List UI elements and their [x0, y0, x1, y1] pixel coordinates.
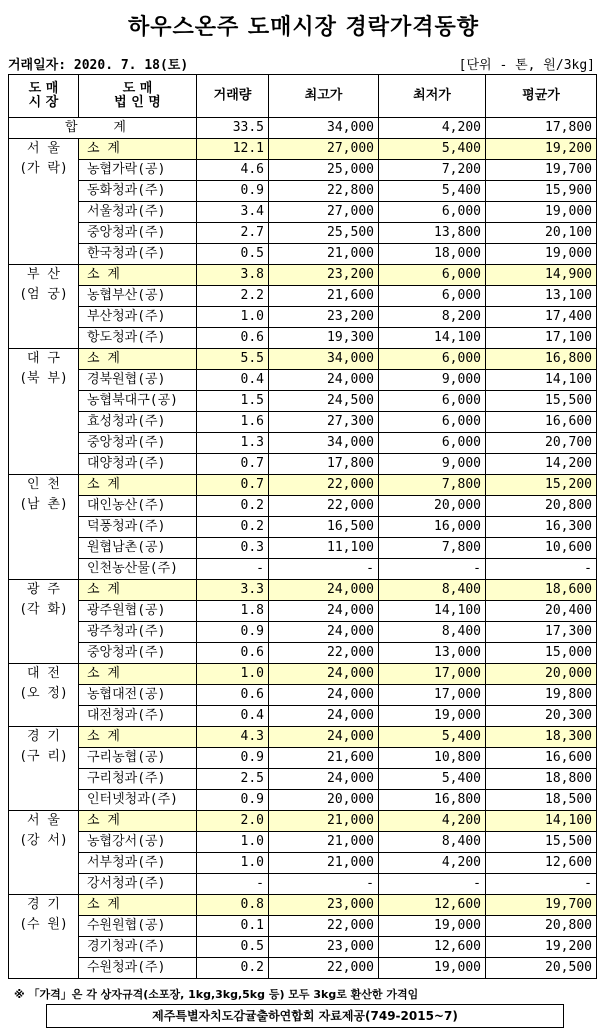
cell-max: 25,500 — [269, 223, 379, 244]
cell-min: 5,400 — [379, 769, 486, 790]
company-name: 농협북대구(공) — [79, 391, 197, 412]
cell-avg: 19,800 — [486, 685, 597, 706]
cell-max: 21,000 — [269, 832, 379, 853]
cell-max: 23,200 — [269, 307, 379, 328]
cell-avg: 20,400 — [486, 601, 597, 622]
cell-min: 6,000 — [379, 265, 486, 286]
cell-volume: 2.2 — [197, 286, 269, 307]
market-district: (수 원) — [19, 917, 68, 932]
total-row — [9, 118, 597, 139]
market-district: (북 부) — [19, 371, 68, 386]
company-name: 소 계 — [79, 139, 197, 160]
cell-avg: 20,100 — [486, 223, 597, 244]
market-city: 부 산 — [27, 267, 60, 282]
market-city: 대 전 — [27, 666, 60, 681]
cell-min: 18,000 — [379, 244, 486, 265]
cell-avg: 10,600 — [486, 538, 597, 559]
cell-volume: 4.3 — [197, 727, 269, 748]
source-credit: 제주특별자치도감귤출하연합회 자료제공(749-2015~7) — [46, 1004, 564, 1028]
cell-avg: 20,300 — [486, 706, 597, 727]
company-name: 원협남촌(공) — [79, 538, 197, 559]
cell-volume: 0.7 — [197, 454, 269, 475]
cell-volume: 0.4 — [197, 706, 269, 727]
company-name: 농협대전(공) — [79, 685, 197, 706]
cell-max: 21,000 — [269, 244, 379, 265]
cell-volume: 0.6 — [197, 643, 269, 664]
subtotal-row — [9, 727, 597, 748]
cell-avg: 20,700 — [486, 433, 597, 454]
cell-avg: 19,000 — [486, 244, 597, 265]
table-row — [9, 916, 597, 937]
table-row — [9, 391, 597, 412]
cell-volume: 1.6 — [197, 412, 269, 433]
cell-max: 22,000 — [269, 958, 379, 979]
cell-avg: 15,000 — [486, 643, 597, 664]
market-district: (엄 궁) — [19, 287, 68, 302]
cell-min: 5,400 — [379, 139, 486, 160]
cell-max: 25,000 — [269, 160, 379, 181]
cell-min: 19,000 — [379, 916, 486, 937]
market-city: 대 구 — [27, 351, 60, 366]
cell-avg: 16,300 — [486, 517, 597, 538]
subtotal-row — [9, 139, 597, 160]
cell-min: 6,000 — [379, 412, 486, 433]
company-name: 중앙청과(주) — [79, 223, 197, 244]
cell-avg: 15,900 — [486, 181, 597, 202]
company-name: 구리농협(공) — [79, 748, 197, 769]
subtotal-row — [9, 349, 597, 370]
company-name: 광주원협(공) — [79, 601, 197, 622]
table-row — [9, 601, 597, 622]
cell-avg: 16,600 — [486, 412, 597, 433]
subtotal-row — [9, 664, 597, 685]
cell-volume: 0.2 — [197, 496, 269, 517]
cell-volume: 0.7 — [197, 475, 269, 496]
header-volume: 거래량 — [197, 75, 269, 118]
cell-volume: 1.0 — [197, 664, 269, 685]
company-name: 소 계 — [79, 664, 197, 685]
cell-volume: 0.9 — [197, 622, 269, 643]
company-name: 소 계 — [79, 475, 197, 496]
cell-avg: - — [486, 874, 597, 895]
table-row — [9, 958, 597, 979]
cell-min: - — [379, 874, 486, 895]
company-name: 인터넷청과(주) — [79, 790, 197, 811]
cell-max: 24,000 — [269, 580, 379, 601]
company-name: 농협강서(공) — [79, 832, 197, 853]
market-name — [9, 664, 79, 727]
cell-volume: 1.0 — [197, 307, 269, 328]
market-city: 광 주 — [27, 582, 60, 597]
cell-avg: 16,800 — [486, 349, 597, 370]
table-row — [9, 937, 597, 958]
header-market: 도 매 시 장 — [9, 75, 79, 118]
cell-max: 22,000 — [269, 916, 379, 937]
subtotal-row — [9, 895, 597, 916]
cell-volume: 0.6 — [197, 685, 269, 706]
total-max: 34,000 — [269, 118, 379, 139]
company-name: 구리청과(주) — [79, 769, 197, 790]
cell-max: 24,000 — [269, 664, 379, 685]
cell-volume: 0.6 — [197, 328, 269, 349]
cell-min: 19,000 — [379, 958, 486, 979]
cell-avg: 19,000 — [486, 202, 597, 223]
unit-label: [단위 - 톤, 원/3kg] — [458, 58, 595, 73]
table-row — [9, 853, 597, 874]
cell-min: 5,400 — [379, 727, 486, 748]
cell-max: 19,300 — [269, 328, 379, 349]
cell-max: 21,600 — [269, 748, 379, 769]
cell-max: 24,000 — [269, 769, 379, 790]
cell-min: 8,400 — [379, 622, 486, 643]
cell-min: 12,600 — [379, 895, 486, 916]
page-title: 하우스온주 도매시장 경락가격동향 — [127, 15, 480, 40]
cell-min: 7,800 — [379, 538, 486, 559]
table-row — [9, 706, 597, 727]
cell-avg: 14,900 — [486, 265, 597, 286]
cell-min: 6,000 — [379, 349, 486, 370]
cell-max: 21,000 — [269, 853, 379, 874]
cell-avg: 19,700 — [486, 895, 597, 916]
market-name — [9, 580, 79, 664]
cell-max: 22,000 — [269, 496, 379, 517]
company-name: 경기청과(주) — [79, 937, 197, 958]
cell-volume: 1.3 — [197, 433, 269, 454]
table-row — [9, 454, 597, 475]
cell-volume: 0.9 — [197, 748, 269, 769]
price-table — [8, 74, 597, 979]
cell-max: 27,300 — [269, 412, 379, 433]
company-name: 소 계 — [79, 811, 197, 832]
cell-avg: 14,100 — [486, 370, 597, 391]
cell-volume: 0.5 — [197, 244, 269, 265]
cell-volume: 0.4 — [197, 370, 269, 391]
cell-min: 7,200 — [379, 160, 486, 181]
table-row — [9, 622, 597, 643]
cell-volume: - — [197, 874, 269, 895]
cell-avg: 19,200 — [486, 937, 597, 958]
cell-min: 9,000 — [379, 370, 486, 391]
cell-avg: 17,100 — [486, 328, 597, 349]
company-name: 소 계 — [79, 349, 197, 370]
market-name — [9, 727, 79, 811]
cell-min: 12,600 — [379, 937, 486, 958]
company-name: 농협가락(공) — [79, 160, 197, 181]
cell-avg: 20,000 — [486, 664, 597, 685]
cell-volume: 0.8 — [197, 895, 269, 916]
company-name: 경북원협(공) — [79, 370, 197, 391]
cell-max: 24,000 — [269, 601, 379, 622]
cell-volume: - — [197, 559, 269, 580]
header-max: 최고가 — [269, 75, 379, 118]
company-name: 소 계 — [79, 895, 197, 916]
subtotal-row — [9, 475, 597, 496]
cell-avg: 14,100 — [486, 811, 597, 832]
table-row — [9, 517, 597, 538]
table-row — [9, 202, 597, 223]
company-name: 중앙청과(주) — [79, 433, 197, 454]
market-name — [9, 139, 79, 265]
cell-volume: 0.2 — [197, 958, 269, 979]
header-avg: 평균가 — [486, 75, 597, 118]
total-label: 합 계 — [9, 118, 197, 139]
cell-avg: 19,700 — [486, 160, 597, 181]
table-row — [9, 223, 597, 244]
cell-max: 17,800 — [269, 454, 379, 475]
cell-volume: 0.2 — [197, 517, 269, 538]
company-name: 농협부산(공) — [79, 286, 197, 307]
cell-volume: 0.9 — [197, 181, 269, 202]
cell-volume: 4.6 — [197, 160, 269, 181]
trade-date: 거래일자: 2020. 7. 18(토) — [8, 58, 189, 73]
cell-min: - — [379, 559, 486, 580]
cell-max: 22,800 — [269, 181, 379, 202]
market-city: 경 기 — [27, 729, 60, 744]
table-row — [9, 874, 597, 895]
cell-min: 4,200 — [379, 811, 486, 832]
cell-max: 24,000 — [269, 685, 379, 706]
table-row — [9, 244, 597, 265]
cell-min: 6,000 — [379, 433, 486, 454]
cell-max: 16,500 — [269, 517, 379, 538]
cell-max: 20,000 — [269, 790, 379, 811]
header-min: 최저가 — [379, 75, 486, 118]
table-row — [9, 538, 597, 559]
table-row — [9, 412, 597, 433]
company-name: 서부청과(주) — [79, 853, 197, 874]
company-name: 소 계 — [79, 265, 197, 286]
market-name — [9, 475, 79, 580]
cell-max: 23,000 — [269, 895, 379, 916]
cell-avg: 15,500 — [486, 832, 597, 853]
company-name: 수원청과(주) — [79, 958, 197, 979]
cell-avg: 17,400 — [486, 307, 597, 328]
market-name — [9, 895, 79, 979]
cell-max: 34,000 — [269, 433, 379, 454]
cell-min: 20,000 — [379, 496, 486, 517]
table-row — [9, 685, 597, 706]
cell-volume: 0.5 — [197, 937, 269, 958]
table-row — [9, 496, 597, 517]
cell-min: 10,800 — [379, 748, 486, 769]
cell-avg: 13,100 — [486, 286, 597, 307]
cell-min: 9,000 — [379, 454, 486, 475]
cell-min: 19,000 — [379, 706, 486, 727]
company-name: 소 계 — [79, 727, 197, 748]
table-row — [9, 181, 597, 202]
table-row — [9, 748, 597, 769]
cell-avg: 20,800 — [486, 916, 597, 937]
company-name: 효성청과(주) — [79, 412, 197, 433]
company-name: 한국청과(주) — [79, 244, 197, 265]
subtotal-row — [9, 811, 597, 832]
company-name: 부산청과(주) — [79, 307, 197, 328]
cell-max: 23,200 — [269, 265, 379, 286]
cell-volume: 1.5 — [197, 391, 269, 412]
cell-max: 23,000 — [269, 937, 379, 958]
cell-min: 7,800 — [379, 475, 486, 496]
table-row — [9, 643, 597, 664]
cell-min: 17,000 — [379, 685, 486, 706]
cell-min: 14,100 — [379, 328, 486, 349]
footnote: ※ 「가격」은 각 상자규격(소포장, 1kg,3kg,5kg 등) 모두 3kg로 환산한 가격임 — [14, 988, 419, 1001]
cell-min: 16,000 — [379, 517, 486, 538]
cell-volume: 1.0 — [197, 832, 269, 853]
cell-max: 24,000 — [269, 727, 379, 748]
cell-volume: 0.3 — [197, 538, 269, 559]
cell-avg: 12,600 — [486, 853, 597, 874]
cell-volume: 2.0 — [197, 811, 269, 832]
cell-max: 21,000 — [269, 811, 379, 832]
market-city: 서 울 — [27, 141, 60, 156]
cell-max: - — [269, 874, 379, 895]
market-name — [9, 349, 79, 475]
cell-max: 24,000 — [269, 370, 379, 391]
company-name: 대전청과(주) — [79, 706, 197, 727]
header-row — [9, 75, 597, 118]
company-name: 소 계 — [79, 580, 197, 601]
cell-min: 13,000 — [379, 643, 486, 664]
cell-volume: 0.9 — [197, 790, 269, 811]
total-avg: 17,800 — [486, 118, 597, 139]
table-row — [9, 433, 597, 454]
market-district: (남 촌) — [19, 497, 68, 512]
market-district: (강 서) — [19, 833, 68, 848]
market-name — [9, 265, 79, 349]
cell-avg: 20,500 — [486, 958, 597, 979]
table-row — [9, 769, 597, 790]
cell-avg: 17,300 — [486, 622, 597, 643]
header-company: 도 매 법 인 명 — [79, 75, 197, 118]
cell-volume: 1.8 — [197, 601, 269, 622]
cell-min: 14,100 — [379, 601, 486, 622]
cell-avg: 18,300 — [486, 727, 597, 748]
cell-min: 6,000 — [379, 286, 486, 307]
cell-volume: 2.5 — [197, 769, 269, 790]
cell-max: 27,000 — [269, 202, 379, 223]
market-city: 경 기 — [27, 897, 60, 912]
cell-max: - — [269, 559, 379, 580]
table-row — [9, 307, 597, 328]
cell-volume: 3.8 — [197, 265, 269, 286]
cell-max: 11,100 — [269, 538, 379, 559]
market-name — [9, 811, 79, 895]
cell-min: 4,200 — [379, 853, 486, 874]
cell-avg: 16,600 — [486, 748, 597, 769]
cell-avg: 14,200 — [486, 454, 597, 475]
cell-avg: - — [486, 559, 597, 580]
total-volume: 33.5 — [197, 118, 269, 139]
cell-volume: 0.1 — [197, 916, 269, 937]
cell-max: 27,000 — [269, 139, 379, 160]
cell-volume: 3.4 — [197, 202, 269, 223]
cell-max: 22,000 — [269, 643, 379, 664]
cell-max: 24,500 — [269, 391, 379, 412]
cell-avg: 18,600 — [486, 580, 597, 601]
company-name: 광주청과(주) — [79, 622, 197, 643]
company-name: 수원원협(공) — [79, 916, 197, 937]
cell-min: 13,800 — [379, 223, 486, 244]
company-name: 인천농산물(주) — [79, 559, 197, 580]
market-city: 인 천 — [27, 477, 60, 492]
cell-volume: 3.3 — [197, 580, 269, 601]
total-min: 4,200 — [379, 118, 486, 139]
table-row — [9, 160, 597, 181]
company-name: 중앙청과(주) — [79, 643, 197, 664]
cell-volume: 5.5 — [197, 349, 269, 370]
cell-avg: 18,800 — [486, 769, 597, 790]
table-row — [9, 286, 597, 307]
company-name: 동화청과(주) — [79, 181, 197, 202]
cell-volume: 1.0 — [197, 853, 269, 874]
market-district: (구 리) — [19, 749, 68, 764]
cell-min: 5,400 — [379, 181, 486, 202]
company-name: 서울청과(주) — [79, 202, 197, 223]
market-district: (각 화) — [19, 602, 68, 617]
table-row — [9, 790, 597, 811]
market-district: (가 락) — [19, 161, 68, 176]
cell-volume: 2.7 — [197, 223, 269, 244]
cell-avg: 15,500 — [486, 391, 597, 412]
company-name: 대양청과(주) — [79, 454, 197, 475]
subtotal-row — [9, 580, 597, 601]
cell-max: 24,000 — [269, 706, 379, 727]
cell-max: 24,000 — [269, 622, 379, 643]
cell-avg: 20,800 — [486, 496, 597, 517]
cell-max: 34,000 — [269, 349, 379, 370]
cell-min: 6,000 — [379, 202, 486, 223]
cell-min: 8,400 — [379, 832, 486, 853]
table-row — [9, 559, 597, 580]
company-name: 강서청과(주) — [79, 874, 197, 895]
table-row — [9, 832, 597, 853]
cell-avg: 18,500 — [486, 790, 597, 811]
cell-avg: 19,200 — [486, 139, 597, 160]
cell-max: 22,000 — [269, 475, 379, 496]
market-city: 서 울 — [27, 813, 60, 828]
cell-avg: 15,200 — [486, 475, 597, 496]
cell-min: 8,200 — [379, 307, 486, 328]
subtotal-row — [9, 265, 597, 286]
cell-min: 6,000 — [379, 391, 486, 412]
cell-min: 17,000 — [379, 664, 486, 685]
cell-min: 16,800 — [379, 790, 486, 811]
cell-min: 8,400 — [379, 580, 486, 601]
cell-max: 21,600 — [269, 286, 379, 307]
table-row — [9, 328, 597, 349]
market-district: (오 정) — [19, 686, 68, 701]
company-name: 대인농산(주) — [79, 496, 197, 517]
cell-volume: 12.1 — [197, 139, 269, 160]
company-name: 항도청과(주) — [79, 328, 197, 349]
table-row — [9, 370, 597, 391]
company-name: 덕풍청과(주) — [79, 517, 197, 538]
